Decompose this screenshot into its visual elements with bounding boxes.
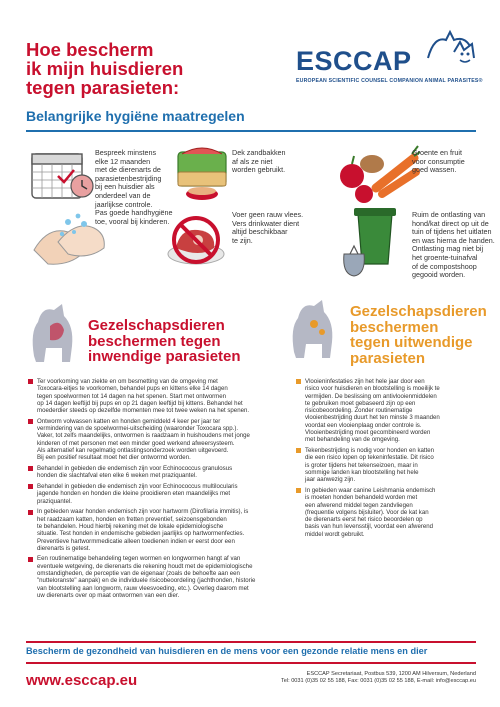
page-subtitle: Belangrijke hygiëne maatregelen — [26, 108, 245, 124]
external-bullet-2: Tekenbestrijding is nodig voor honden en katten die een risico lopen op tekeninfestatie. Dit risico is groter tijdens het tekenseizoen, maar in sommige landen kan blootstelling het hele jaar aanwezig zijn. — [296, 447, 486, 483]
website-link[interactable]: www.esccap.eu — [26, 672, 138, 689]
internal-bullet-4: Behandel in gebieden die endemisch zijn voor Echinococcus multilocularis jagende honden en honden die kleine prooidieren eten maandelijks met praziquantel. — [28, 483, 288, 505]
footer-divider-bottom — [26, 662, 476, 664]
title-line-3: tegen parasieten: — [26, 77, 180, 98]
dog-cat-external-icon — [284, 294, 348, 364]
waste-bin-icon — [336, 204, 408, 280]
dog-cat-internal-icon — [24, 296, 88, 368]
esccap-logo[interactable] — [292, 28, 482, 88]
external-bullet-1: Vlooieninfestaties zijn het hele jaar door een risico voor huisdieren en blootstelling is moeilijk te vermijden. De beslissing om antivlooienmiddelen te gebruiken moet gebaseerd zijn op een risicobeoordeling. Zonder routinematige vlooienbestrijding duurt het ten minste 3 maanden voordat een vlooienplaag onder controle is. Vlooienbestrijding moet gecombineerd worden met behandeling van de omgeving. — [296, 378, 486, 444]
food-bowl-icon — [172, 144, 232, 204]
hygiene-text-3: Groente en fruit voor consumptie goed wassen. — [412, 148, 465, 175]
hygiene-text-1: Bespreek minstens elke 12 maanden met de dierenarts de parasietenbestrijding bij een huisdier als onderdeel van de jaarlijkse controle. — [95, 148, 162, 209]
hygiene-text-6: Ruim de ontlasting van hond/kat direct op uit de tuin of tijdens het uitlaten en was hierna de handen. Ontlasting mag niet bij het groente-tuinafval of de compostshoop gegooid worden. — [412, 210, 495, 280]
internal-bullet-3: Behandel in gebieden die endemisch zijn voor Echinococcus granulosus honden die slachtafval eten elke 6 weken met praziquantel. — [28, 465, 288, 480]
footer-tagline: Bescherm de gezondheid van huisdieren en de mens voor een gezonde relatie mens en dier — [26, 646, 428, 656]
hygiene-text-2: Dek zandbakken af als ze niet worden gebruikt. — [232, 148, 286, 175]
internal-parasites-heading: Gezelschapsdieren beschermen tegen inwendige parasieten — [88, 317, 241, 365]
no-raw-meat-icon — [160, 208, 232, 270]
page-title — [26, 40, 246, 97]
vegetables-icon — [336, 142, 420, 206]
hygiene-text-4: Pas goede handhygiëne toe, vooral bij kinderen. — [95, 208, 173, 226]
title-line-2: ik mijn huisdieren — [26, 58, 184, 79]
internal-bullet-1: Ter voorkoming van ziekte en om besmetting van de omgeving met Toxocara-eitjes te voorkomen, behandel pups en kittens elke 14 dagen tegen spoelwormen tot 14 dagen na het spenen. Start met ontwormen op 14 dagen leeftijd bij pups en op 21 dagen leeftijd bij kittens. Behandel het moederdier steeds op dezelfde momenten mee tot twee weken na het spenen. — [28, 378, 288, 414]
internal-bullet-5: In gebieden waar honden endemisch zijn voor hartworm (Dirofilaria immitis), is het raadzaam katten, honden en fretten preventief, seizoensgebonden te behandelen. Houd hierbij rekening met de lokale epidemiologische situatie. Test honden in endemische gebieden jaarlijks op hartwormenfecties. Preventieve hartwormmedicatie alleen toedienen indien er eerst door een dierenarts is getest. — [28, 508, 288, 552]
hygiene-text-5: Voer geen rauw vlees. Vers drinkwater dient altijd beschikbaar te zijn. — [232, 210, 304, 245]
internal-bullet-6: Een routinematige behandeling tegen wormen en longwormen hangt af van eventuele wetgeving, de dierenarts die rekening houdt met de epidemiologische omstandigheden, de perceptie van de eigenaar (zoals de behoefte aan een "nutteloranste" aanpak) en de individuele risicobeoordeling (jachthonden, historie van blootstelling aan longworm, rauw vleesvoeding, etc.). Overleg daarom met uw dierenarts over op maat ontwormen van een dier. — [28, 555, 288, 599]
external-bullet-3: In gebieden waar canine Leishmania endemisch is moeten honden behandeld worden met een afwerend middel tegen zandvliegen (frequentie volgens bijsluiter). Voor de kat kan de dierenarts eerst het risico beoordelen op basis van hun levensstijl, voordat een afwerend middel wordt gebruikt. — [296, 487, 486, 538]
logo-subtitle: EUROPEAN SCIENTIFIC COUNSEL COMPANION ANIMAL PARASITES® — [296, 78, 483, 84]
external-bullets — [296, 378, 486, 541]
header-divider — [26, 130, 476, 132]
title-line-1: Hoe bescherm — [26, 39, 154, 60]
internal-bullets — [28, 378, 288, 603]
external-parasites-heading: Gezelschapsdieren beschermen tegen uitwendige parasieten — [350, 303, 487, 367]
contact-address: ESCCAP Secretariaat, Postbus 539, 1200 AM Hilversum, Nederland Tel: 0031 (0)35 02 55 188, Fax: 0031 (0)35 02 55 188, E-mail: info@esccap.eu — [280, 671, 476, 685]
footer-divider-top — [26, 641, 476, 643]
internal-bullet-2: Ontworm volwassen katten en honden gemiddeld 4 keer per jaar ter vermindering van de spoelwormei-uitscheiding (waaronder Toxocara spp.). Vaker, tot zelfs maandelijks, ontwormen is raadzaam in huishoudens met jonge kinderen of met personen met een minder goed werkend afweersysteem. Als alternatief kan regelmatig ontlastingsonderzoek worden uitgevoerd. Bij een positief resultaat moet het dier ontwormd worden. — [28, 418, 288, 462]
calendar-icon — [28, 146, 94, 202]
cat-dog-logo-icon — [424, 28, 484, 70]
logo-wordmark: ESCCAP — [296, 46, 412, 76]
